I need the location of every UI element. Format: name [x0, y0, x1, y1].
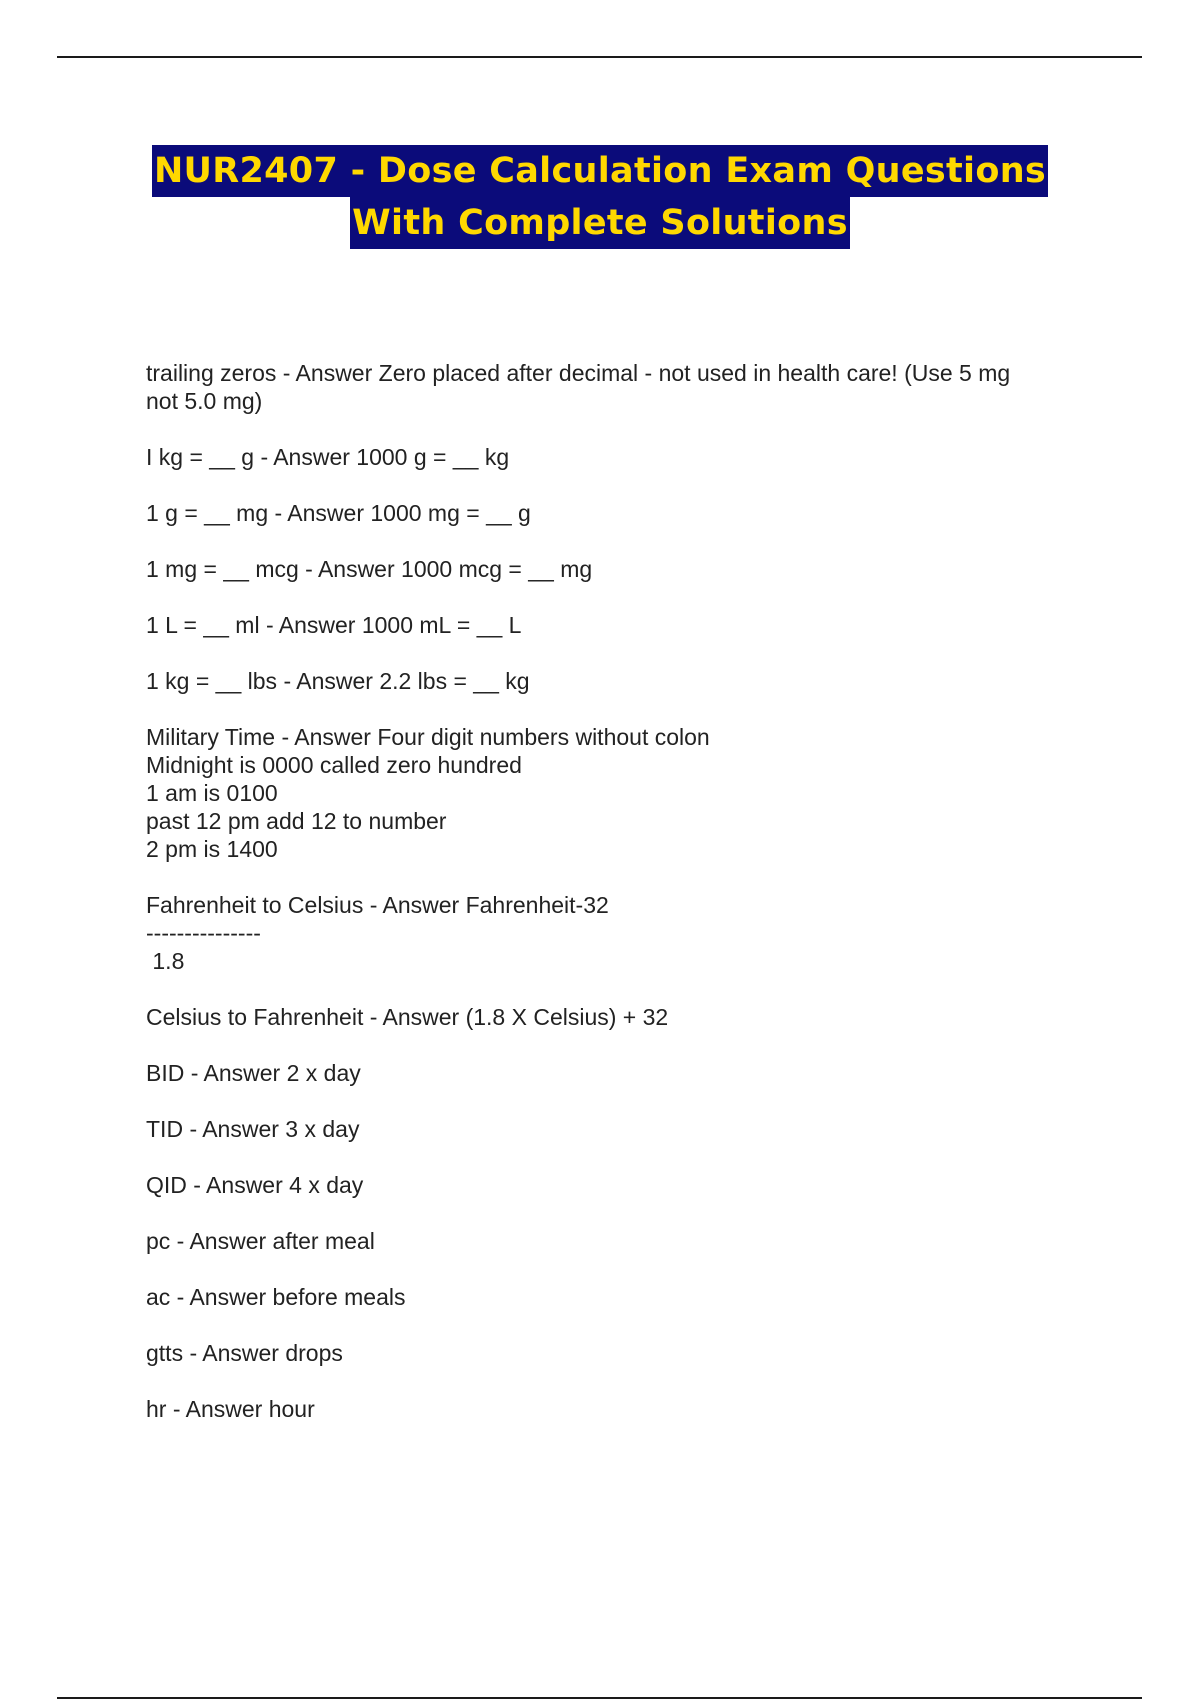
qa-entry-line: ac - Answer before meals [146, 1284, 406, 1310]
qa-entry-line: 1 mg = __ mcg - Answer 1000 mcg = __ mg [146, 556, 593, 582]
qa-entry [146, 359, 1066, 415]
title-line-2: With Complete Solutions [350, 197, 850, 249]
qa-entry-line: 1 g = __ mg - Answer 1000 mg = __ g [146, 500, 531, 526]
footer-rule [57, 1697, 1142, 1699]
qa-entry-line: I kg = __ g - Answer 1000 g = __ kg [146, 444, 510, 470]
qa-entry [146, 1227, 1066, 1255]
qa-entry-line: TID - Answer 3 x day [146, 1116, 360, 1142]
qa-entry-line: gtts - Answer drops [146, 1340, 343, 1366]
qa-entry [146, 1003, 1066, 1031]
qa-entry-line: trailing zeros - Answer Zero placed after decimal - not used in health care! (Use 5 mg [146, 360, 1011, 386]
qa-entry-line: 1 kg = __ lbs - Answer 2.2 lbs = __ kg [146, 668, 530, 694]
qa-entry [146, 443, 1066, 471]
qa-entry-line: hr - Answer hour [146, 1396, 315, 1422]
qa-entry [146, 891, 1066, 975]
qa-entry-line: Celsius to Fahrenheit - Answer (1.8 X Celsius) + 32 [146, 1004, 669, 1030]
qa-entry [146, 1059, 1066, 1087]
qa-entry-line: past 12 pm add 12 to number [146, 808, 447, 834]
title-line-1: NUR2407 - Dose Calculation Exam Questions [152, 145, 1048, 197]
qa-entry-line: 1 am is 0100 [146, 780, 278, 806]
qa-entry [146, 1283, 1066, 1311]
qa-entry-line: BID - Answer 2 x day [146, 1060, 361, 1086]
qa-entry-line: Midnight is 0000 called zero hundred [146, 752, 522, 778]
qa-list [146, 359, 1066, 1451]
header-rule [57, 56, 1142, 58]
document-title [0, 145, 1200, 249]
qa-entry-line: Military Time - Answer Four digit numbers without colon [146, 724, 710, 750]
qa-entry [146, 555, 1066, 583]
qa-entry [146, 1115, 1066, 1143]
qa-entry-line: 2 pm is 1400 [146, 836, 278, 862]
qa-entry-line: 1.8 [146, 948, 185, 974]
qa-entry [146, 667, 1066, 695]
qa-entry-line: --------------- [146, 920, 261, 946]
qa-entry-line: 1 L = __ ml - Answer 1000 mL = __ L [146, 612, 522, 638]
qa-entry-line: not 5.0 mg) [146, 388, 263, 414]
qa-entry-line: QID - Answer 4 x day [146, 1172, 364, 1198]
qa-entry [146, 1171, 1066, 1199]
qa-entry [146, 723, 1066, 863]
qa-entry-line: pc - Answer after meal [146, 1228, 375, 1254]
qa-entry [146, 1395, 1066, 1423]
qa-entry-line: Fahrenheit to Celsius - Answer Fahrenheit-32 [146, 892, 609, 918]
qa-entry [146, 499, 1066, 527]
qa-entry [146, 611, 1066, 639]
qa-entry [146, 1339, 1066, 1367]
